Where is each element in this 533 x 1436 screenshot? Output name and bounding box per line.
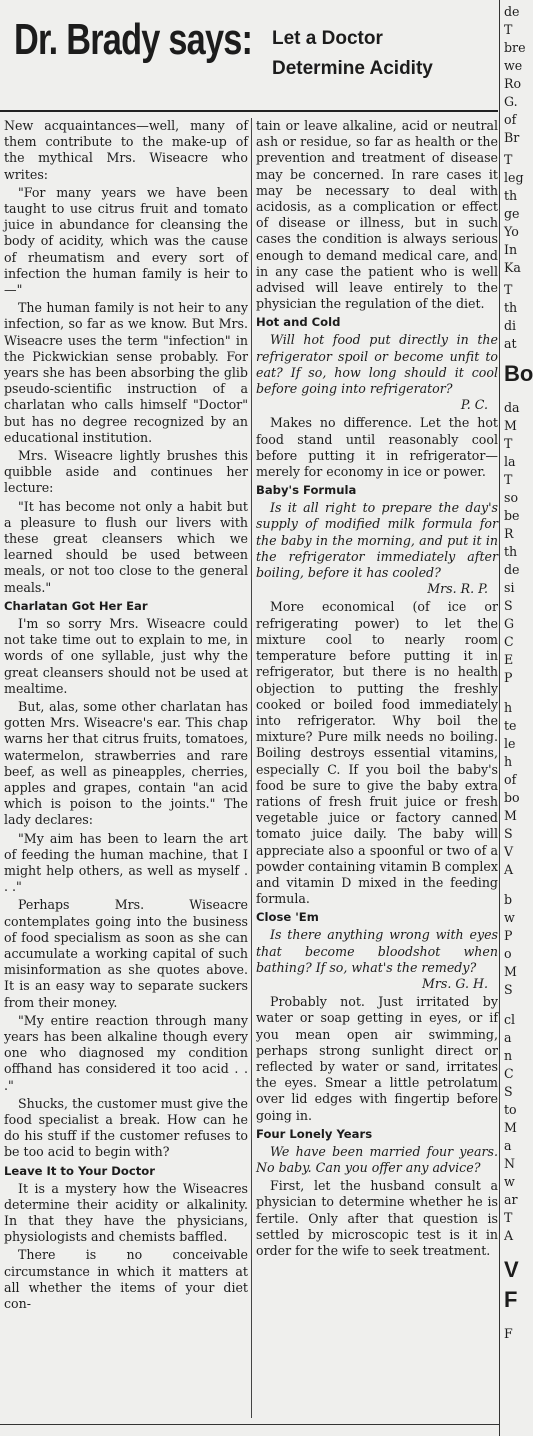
clipped-text-fragment: V bbox=[504, 1257, 519, 1282]
paragraph: "It has become not only a habit but a pleasure to flush our livers with these great cleansers which we learned should be used between meals, or not too close to the general meals." bbox=[4, 498, 248, 595]
question-signature: Mrs. R. P. bbox=[427, 581, 488, 597]
clipped-text-fragment: C bbox=[504, 634, 514, 649]
clipped-text-fragment: h bbox=[504, 754, 513, 769]
bottom-rule bbox=[0, 1424, 500, 1425]
clipped-text-fragment: ar bbox=[504, 1192, 518, 1207]
paragraph: I'm so sorry Mrs. Wiseacre could not take time out to explain to me, in words of one syllable, just why the great cleansers should not be used at mealtime. bbox=[4, 615, 248, 696]
section-heading: Close 'Em bbox=[256, 910, 319, 925]
section-heading: Baby's Formula bbox=[256, 483, 357, 498]
paragraph: The human family is not heir to any infection, so far as we know. But Mrs. Wiseacre uses the term "infection" in the Pickwickian sense probably. For years she has been absorbing the glib pseudo-scientific instruction of a charlatan who calls himself "Doctor" but has no degree recognized by an educational institution. bbox=[4, 300, 248, 445]
paragraph: Mrs. Wiseacre lightly brushes this quibble aside and continues her lecture: bbox=[4, 448, 248, 496]
adjacent-column-fragment bbox=[502, 0, 533, 1436]
section-heading: Charlatan Got Her Ear bbox=[4, 598, 148, 613]
clipped-text-fragment: Bo bbox=[504, 361, 533, 386]
clipped-text-fragment: th bbox=[504, 544, 518, 559]
clipped-text-fragment: T bbox=[504, 436, 513, 451]
clipped-text-fragment: A bbox=[504, 1228, 514, 1243]
article-column-1 bbox=[4, 118, 248, 1314]
clipped-text-fragment: S bbox=[504, 982, 513, 997]
clipped-text-fragment: h bbox=[504, 700, 513, 715]
paragraph: "My aim has been to learn the art of feeding the human machine, that I might help others, as well as myself . . ." bbox=[4, 830, 248, 895]
paragraph: Makes no difference. Let the hot food stand until reasonably cool before putting it in refrigerator—merely for economy in ice or power. bbox=[256, 415, 498, 480]
clipped-text-fragment: ge bbox=[504, 206, 520, 221]
clipped-text-fragment: la bbox=[504, 454, 516, 469]
clipped-text-fragment: T bbox=[504, 1210, 513, 1225]
clipped-text-fragment: a bbox=[504, 1030, 512, 1045]
clipped-text-fragment: F bbox=[504, 1326, 513, 1341]
clipped-text-fragment: bre bbox=[504, 40, 526, 55]
paragraph: Probably not. Just irritated by water or soap getting in eyes, or if you mean open air swimming, perhaps strong sunlight direct or reflected by water or sand, irritates the eyes. Smear a little petrolatum over lid edges with fingertip before going in. bbox=[256, 994, 498, 1123]
column-subtitle bbox=[272, 24, 492, 84]
clipped-text-fragment: b bbox=[504, 892, 513, 907]
clipped-text-fragment: de bbox=[504, 4, 520, 19]
clipped-text-fragment: M bbox=[504, 808, 517, 823]
paragraph: But, alas, some other charlatan has gotten Mrs. Wiseacre's ear. This chap warns her that citrus fruits, tomatoes, watermelon, strawberries and rare beef, as well as pineapples, cherries, apples and grapes, contain "an acid which is poison to the joints." The lady declares: bbox=[4, 698, 248, 828]
clipped-text-fragment: A bbox=[504, 862, 514, 877]
clipped-text-fragment: le bbox=[504, 736, 516, 751]
clipped-text-fragment: so bbox=[504, 490, 519, 505]
clipped-text-fragment: V bbox=[504, 844, 514, 859]
clipped-text-fragment: o bbox=[504, 946, 512, 961]
clipped-text-fragment: n bbox=[504, 1048, 513, 1063]
question-signature: Mrs. G. H. bbox=[422, 975, 488, 991]
clipped-text-fragment: R bbox=[504, 526, 514, 541]
clipped-text-fragment: da bbox=[504, 400, 520, 415]
clipped-text-fragment: a bbox=[504, 1138, 512, 1153]
clipped-text-fragment: of bbox=[504, 772, 517, 787]
page-edge-rule bbox=[499, 0, 500, 1436]
clipped-text-fragment: be bbox=[504, 508, 520, 523]
paragraph: First, let the husband consult a physician to determine whether he is fertile. Only after that question is settled by microscopic test is it in order for the wife to seek treatment. bbox=[256, 1178, 498, 1258]
question-text: Is there anything wrong with eyes that become bloodshot when bathing? If so, what's the remedy? bbox=[256, 927, 498, 975]
paragraph: More economical (of ice or refrigerating power) to let the mixture cool to nearly room temperature before putting it in refrigerator, but there is no health objection to putting the freshly cooked or boiled food immediately into refrigerator. Why boil the mixture? Pure milk needs no boiling. Boiling destroys essential vitamins, especially C. If you boil the baby's food be sure to give the baby extra rations of fresh fruit juice or fresh vegetable juice or factory canned tomato juice daily. The baby will appreciate also a spoonful or two of a powder containing vitamin B complex and vitamin D mixed in the feeding formula. bbox=[256, 599, 498, 907]
clipped-text-fragment: C bbox=[504, 1066, 514, 1081]
column-header bbox=[0, 0, 498, 112]
clipped-text-fragment: to bbox=[504, 1102, 517, 1117]
paragraph: "My entire reaction through many years has been alkaline though every one who diagnosed my condition offhand has considered it too acid . . ." bbox=[4, 1012, 248, 1093]
question-signature: P. C. bbox=[460, 397, 488, 413]
clipped-text-fragment: P bbox=[504, 670, 513, 685]
clipped-text-fragment: S bbox=[504, 1084, 513, 1099]
clipped-text-fragment: M bbox=[504, 418, 517, 433]
clipped-text-fragment: th bbox=[504, 300, 518, 315]
clipped-text-fragment: T bbox=[504, 282, 513, 297]
column-divider bbox=[251, 118, 252, 1418]
paragraph: There is no conceivable circumstance in which it matters at all whether the items of your diet con- bbox=[4, 1247, 248, 1312]
clipped-text-fragment: G bbox=[504, 616, 515, 631]
clipped-text-fragment: cl bbox=[504, 1012, 516, 1027]
clipped-text-fragment: T bbox=[504, 22, 513, 37]
clipped-text-fragment: M bbox=[504, 1120, 517, 1135]
clipped-text-fragment: we bbox=[504, 58, 523, 73]
clipped-text-fragment: at bbox=[504, 336, 517, 351]
reader-question bbox=[256, 927, 498, 992]
section-heading: Four Lonely Years bbox=[256, 1126, 373, 1141]
section-heading: Leave It to Your Doctor bbox=[4, 1163, 155, 1178]
clipped-text-fragment: T bbox=[504, 472, 513, 487]
paragraph: Shucks, the customer must give the food specialist a break. How can he do his stuff if the customer refuses to be too acid to begin with? bbox=[4, 1095, 248, 1160]
question-text: We have been married four years. No baby. Can you offer any advice? bbox=[256, 1143, 498, 1175]
clipped-text-fragment: te bbox=[504, 718, 517, 733]
reader-question bbox=[256, 1144, 498, 1176]
clipped-text-fragment: F bbox=[504, 1287, 518, 1312]
section-heading: Hot and Cold bbox=[256, 315, 341, 330]
paragraph: "For many years we have been taught to use citrus fruit and tomato juice in abundance for cleansing the body of acidity, which was the cause of rheumatism and every sort of infection the human family is heir to—" bbox=[4, 184, 248, 298]
clipped-text-fragment: Ka bbox=[504, 260, 521, 275]
clipped-text-fragment: G. bbox=[504, 94, 518, 109]
reader-question bbox=[256, 332, 498, 413]
clipped-text-fragment: Br bbox=[504, 130, 520, 145]
clipped-text-fragment: T bbox=[504, 152, 513, 167]
clipped-text-fragment: de bbox=[504, 562, 520, 577]
reader-question bbox=[256, 500, 498, 597]
clipped-text-fragment: S bbox=[504, 598, 513, 613]
clipped-text-fragment: bo bbox=[504, 790, 520, 805]
clipped-text-fragment: E bbox=[504, 652, 514, 667]
subtitle-line-1: Let a Doctor bbox=[272, 28, 383, 49]
clipped-text-fragment: th bbox=[504, 188, 518, 203]
paragraph: Perhaps Mrs. Wiseacre contemplates going into the business of food specialism as soon as she can accumulate a working capital of such misinformation as she quotes above. It is an easy way to separate suckers from their money. bbox=[4, 897, 248, 1010]
clipped-text-fragment: N bbox=[504, 1156, 516, 1171]
paragraph: New acquaintances—well, many of them contribute to the make-up of the mythical Mrs. Wiseacre who writes: bbox=[4, 118, 248, 182]
column-title: Dr. Brady says: bbox=[14, 15, 253, 64]
clipped-text-fragment: di bbox=[504, 318, 517, 333]
clipped-text-fragment: of bbox=[504, 112, 517, 127]
clipped-text-fragment: In bbox=[504, 242, 518, 257]
clipped-text-fragment: Ro bbox=[504, 76, 522, 91]
clipped-text-fragment: S bbox=[504, 826, 513, 841]
paragraph: tain or leave alkaline, acid or neutral ash or residue, so far as health or the prevention and treatment of disease may be concerned. In rare cases it may be necessary to deal with acidosis, as a complication or effect of disease or illness, but in such cases the condition is always serious enough to demand medical care, and in any case the patient who is well advised will leave entirely to the physician the regulation of the diet. bbox=[256, 118, 498, 312]
clipped-text-fragment: M bbox=[504, 964, 517, 979]
clipped-text-fragment: w bbox=[504, 910, 515, 925]
question-text: Will hot food put directly in the refrigerator spoil or become unfit to eat? If so, how long should it cool before going into refrigerator? bbox=[256, 332, 498, 397]
article-column-2 bbox=[256, 118, 498, 1261]
paragraph: It is a mystery how the Wiseacres determine their acidity or alkalinity. In that they have the physicians, physiologists and chemists baffled. bbox=[4, 1180, 248, 1245]
question-text: Is it all right to prepare the day's supply of modified milk formula for the baby in the morning, and put it in the refrigerator immediately after boiling, before it has cooled? bbox=[256, 500, 498, 581]
clipped-text-fragment: leg bbox=[504, 170, 524, 185]
subtitle-line-2: Determine Acidity bbox=[272, 58, 433, 79]
clipped-text-fragment: Yo bbox=[504, 224, 519, 239]
clipped-text-fragment: P bbox=[504, 928, 513, 943]
clipped-text-fragment: si bbox=[504, 580, 515, 595]
clipped-text-fragment: w bbox=[504, 1174, 515, 1189]
